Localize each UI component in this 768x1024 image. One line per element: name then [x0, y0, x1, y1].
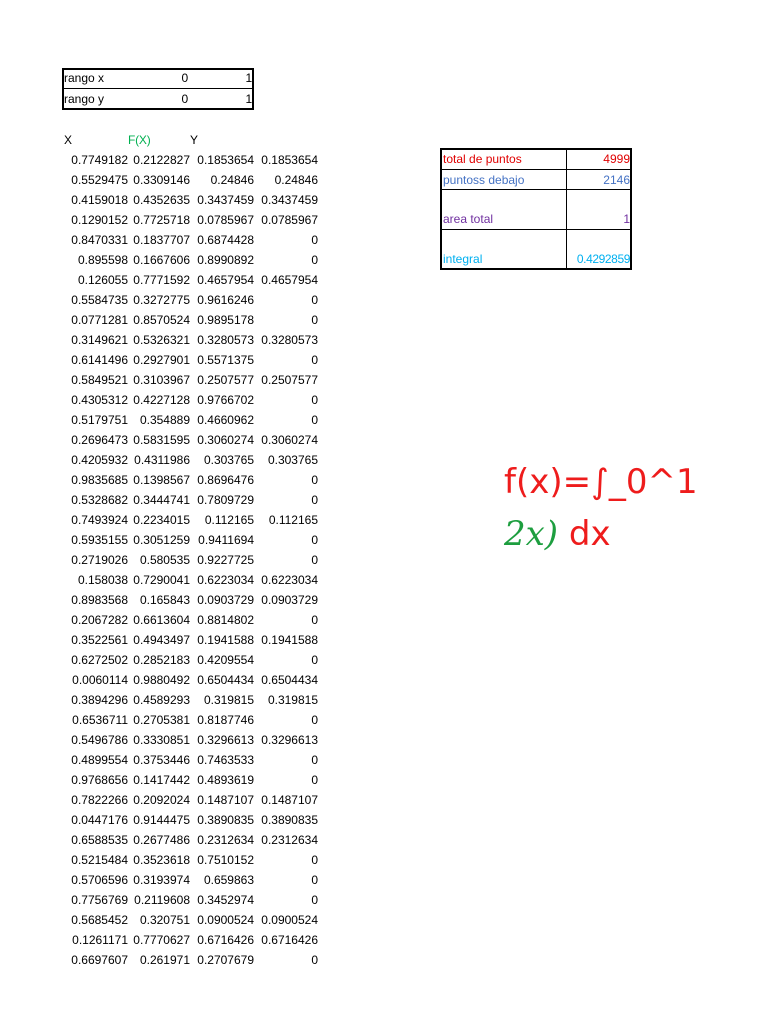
- cell-y-under[interactable]: 0: [311, 893, 318, 907]
- cell-y[interactable]: 0.8814802: [197, 613, 254, 627]
- cell-x[interactable]: 0.6536711: [72, 713, 128, 727]
- cell-fx[interactable]: 0.5326321: [133, 333, 190, 347]
- cell-y[interactable]: 0.3060274: [197, 433, 254, 447]
- cell-x[interactable]: 0.3894296: [71, 693, 128, 707]
- cell-y[interactable]: 0.4893619: [197, 773, 254, 787]
- cell-y[interactable]: 0.2707679: [197, 953, 254, 967]
- cell-y-under[interactable]: 0.24846: [274, 173, 318, 187]
- table-row: [0, 610, 330, 630]
- table-row: [0, 430, 330, 450]
- table-row: [0, 370, 330, 390]
- cell-y-under[interactable]: 0: [311, 413, 318, 427]
- cell-y-under[interactable]: 0.2312634: [261, 833, 318, 847]
- cell-x[interactable]: 0.126055: [77, 273, 128, 287]
- table-row: [0, 490, 330, 510]
- cell-fx[interactable]: 0.3330851: [133, 733, 190, 747]
- cell-y-under[interactable]: 0: [311, 253, 318, 267]
- cell-x[interactable]: 0.5215484: [71, 853, 128, 867]
- cell-y[interactable]: 0.8990892: [197, 253, 254, 267]
- cell-fx[interactable]: 0.4311986: [134, 453, 190, 467]
- cell-x[interactable]: 0.2067282: [71, 613, 128, 627]
- cell-y-under[interactable]: 0.112165: [268, 513, 318, 527]
- cell-fx[interactable]: 0.261971: [139, 953, 190, 967]
- cell-y[interactable]: 0.5571375: [197, 353, 254, 367]
- cell-x[interactable]: 0.0771281: [71, 313, 128, 327]
- header-fx[interactable]: F(X): [128, 133, 151, 147]
- cell-y-under[interactable]: 0.0903729: [261, 593, 318, 607]
- range-y-label[interactable]: rango y: [64, 92, 105, 106]
- cell-x[interactable]: 0.6141496: [71, 353, 128, 367]
- cell-y-under[interactable]: 0: [311, 713, 318, 727]
- cell-y[interactable]: 0.3890835: [197, 813, 254, 827]
- cell-x[interactable]: 0.5706596: [71, 873, 128, 887]
- cell-x[interactable]: 0.5849521: [71, 373, 128, 387]
- cell-x[interactable]: 0.4159018: [71, 193, 128, 207]
- summary-label-integral[interactable]: integral: [443, 252, 483, 266]
- cell-y[interactable]: 0.1853654: [197, 153, 254, 167]
- cell-x[interactable]: 0.6697607: [71, 953, 128, 967]
- cell-y[interactable]: 0.7463533: [197, 753, 254, 767]
- cell-y-under[interactable]: 0.303765: [267, 453, 318, 467]
- cell-y-under[interactable]: 0.1487107: [261, 793, 318, 807]
- cell-fx[interactable]: 0.2092024: [133, 793, 190, 807]
- cell-y-under[interactable]: 0: [311, 393, 318, 407]
- table-row: [0, 950, 330, 970]
- cell-y-under[interactable]: 0: [311, 753, 318, 767]
- cell-fx[interactable]: 0.3193974: [133, 873, 190, 887]
- range-y-min[interactable]: 0: [181, 92, 188, 106]
- cell-y-under[interactable]: 0: [311, 873, 318, 887]
- cell-y[interactable]: 0.9616246: [197, 293, 254, 307]
- cell-fx[interactable]: 0.320751: [139, 913, 190, 927]
- cell-x[interactable]: 0.4205932: [71, 453, 128, 467]
- cell-y[interactable]: 0.303765: [203, 453, 254, 467]
- cell-y[interactable]: 0.6716426: [197, 933, 254, 947]
- cell-y-under[interactable]: 0.4657954: [261, 273, 318, 287]
- table-row: [0, 850, 330, 870]
- cell-y[interactable]: 0.659863: [203, 873, 254, 887]
- cell-x[interactable]: 0.7493924: [71, 513, 128, 527]
- cell-y-under[interactable]: 0: [311, 773, 318, 787]
- table-row: [0, 730, 330, 750]
- table-row: [0, 230, 330, 250]
- cell-y-under[interactable]: 0.319815: [267, 693, 318, 707]
- cell-x[interactable]: 0.5179751: [71, 413, 128, 427]
- data-table: [0, 150, 330, 970]
- cell-y-under[interactable]: 0.6504434: [261, 673, 318, 687]
- cell-y[interactable]: 0.9227725: [197, 553, 254, 567]
- cell-y[interactable]: 0.319815: [203, 693, 254, 707]
- header-x[interactable]: X: [64, 133, 72, 147]
- cell-y[interactable]: 0.0900524: [197, 913, 254, 927]
- summary-value-area[interactable]: 1: [623, 212, 630, 226]
- cell-y-under[interactable]: 0.3060274: [261, 433, 318, 447]
- cell-y[interactable]: 0.3452974: [197, 893, 254, 907]
- table-row: [0, 210, 330, 230]
- table-row: [0, 810, 330, 830]
- cell-fx[interactable]: 0.2119608: [134, 893, 190, 907]
- cell-x[interactable]: 0.7756769: [71, 893, 128, 907]
- formula-dx-part: dx: [558, 514, 611, 554]
- cell-y[interactable]: 0.9895178: [197, 313, 254, 327]
- cell-y-under[interactable]: 0: [311, 853, 318, 867]
- cell-x[interactable]: 0.8983568: [71, 593, 128, 607]
- table-row: [0, 170, 330, 190]
- cell-fx[interactable]: 0.2927901: [133, 353, 190, 367]
- cell-x[interactable]: 0.0447176: [71, 813, 128, 827]
- table-row: [0, 570, 330, 590]
- cell-y-under[interactable]: 0.0785967: [261, 213, 318, 227]
- cell-x[interactable]: 0.158038: [77, 573, 128, 587]
- summary-label-area[interactable]: area total: [443, 212, 494, 226]
- cell-y-under[interactable]: 0: [311, 473, 318, 487]
- summary-value-integral[interactable]: 0.4292859: [576, 252, 630, 266]
- cell-y[interactable]: 0.7510152: [197, 853, 254, 867]
- cell-y-under[interactable]: 0.2507577: [261, 373, 318, 387]
- cell-fx[interactable]: 0.7725718: [133, 213, 190, 227]
- table-row: [0, 530, 330, 550]
- table-row: [0, 510, 330, 530]
- cell-fx[interactable]: 0.2122827: [133, 153, 190, 167]
- cell-y[interactable]: 0.0785967: [197, 213, 254, 227]
- range-x-label[interactable]: rango x: [64, 71, 105, 85]
- cell-fx[interactable]: 0.1667606: [133, 253, 190, 267]
- cell-fx[interactable]: 0.7770627: [133, 933, 190, 947]
- cell-x[interactable]: 0.5328682: [71, 493, 128, 507]
- table-row: [0, 390, 330, 410]
- cell-x[interactable]: 0.5935155: [71, 533, 128, 547]
- cell-y[interactable]: 0.9766702: [197, 393, 254, 407]
- cell-fx[interactable]: 0.3051259: [133, 533, 190, 547]
- cell-y-under[interactable]: 0.3890835: [261, 813, 318, 827]
- cell-fx[interactable]: 0.1417442: [133, 773, 190, 787]
- summary-row-divider: [440, 229, 632, 230]
- cell-y[interactable]: 0.0903729: [197, 593, 254, 607]
- cell-y-under[interactable]: 0: [311, 653, 318, 667]
- cell-fx[interactable]: 0.2705381: [133, 713, 190, 727]
- cell-y[interactable]: 0.8696476: [197, 473, 254, 487]
- cell-y-under[interactable]: 0.3437459: [261, 193, 318, 207]
- cell-x[interactable]: 0.0060114: [72, 673, 128, 687]
- cell-y[interactable]: 0.112165: [204, 513, 254, 527]
- cell-y-under[interactable]: 0.1853654: [261, 153, 318, 167]
- cell-y[interactable]: 0.7809729: [197, 493, 254, 507]
- cell-x[interactable]: 0.5685452: [71, 913, 128, 927]
- table-row: [0, 550, 330, 570]
- table-row: [0, 690, 330, 710]
- cell-y[interactable]: 0.8187746: [197, 713, 254, 727]
- cell-y[interactable]: 0.3437459: [197, 193, 254, 207]
- table-row: [0, 930, 330, 950]
- cell-y[interactable]: 0.1487107: [197, 793, 254, 807]
- table-row: [0, 890, 330, 910]
- cell-y-under[interactable]: 0.0900524: [261, 913, 318, 927]
- cell-fx[interactable]: 0.3523618: [133, 853, 190, 867]
- summary-value-below[interactable]: 2146: [603, 173, 630, 187]
- cell-y[interactable]: 0.24846: [210, 173, 254, 187]
- table-row: [0, 410, 330, 430]
- cell-y-under[interactable]: 0.3296613: [261, 733, 318, 747]
- cell-x[interactable]: 0.6588535: [71, 833, 128, 847]
- cell-fx[interactable]: 0.1398567: [133, 473, 190, 487]
- table-row: [0, 770, 330, 790]
- cell-y[interactable]: 0.2312634: [197, 833, 254, 847]
- cell-x[interactable]: 0.2719026: [71, 553, 128, 567]
- formula-line-1[interactable]: f(x)=∫_0^1: [504, 462, 698, 502]
- table-row: [0, 650, 330, 670]
- table-row: [0, 470, 330, 490]
- formula-math-part: 2𝑥): [504, 514, 559, 554]
- cell-y[interactable]: 0.4657954: [197, 273, 254, 287]
- cell-y[interactable]: 0.1941588: [197, 633, 254, 647]
- cell-fx[interactable]: 0.7771592: [133, 273, 190, 287]
- cell-fx[interactable]: 0.3444741: [133, 493, 190, 507]
- cell-y-under[interactable]: 0: [311, 233, 318, 247]
- cell-x[interactable]: 0.8470331: [71, 233, 128, 247]
- cell-fx[interactable]: 0.6613604: [133, 613, 190, 627]
- table-row: [0, 350, 330, 370]
- range-y-max[interactable]: 1: [245, 92, 252, 106]
- cell-y-under[interactable]: 0: [311, 293, 318, 307]
- cell-x[interactable]: 0.3149621: [71, 333, 128, 347]
- cell-x[interactable]: 0.1261171: [72, 933, 128, 947]
- cell-x[interactable]: 0.6272502: [71, 653, 128, 667]
- cell-y-under[interactable]: 0: [311, 313, 318, 327]
- cell-x[interactable]: 0.2696473: [71, 433, 128, 447]
- table-row: [0, 910, 330, 930]
- table-row: [0, 870, 330, 890]
- table-row: [0, 270, 330, 290]
- cell-y[interactable]: 0.9411694: [198, 533, 254, 547]
- table-row: [0, 630, 330, 650]
- table-row: [0, 330, 330, 350]
- cell-x[interactable]: 0.7749182: [71, 153, 128, 167]
- cell-y-under[interactable]: 0: [311, 533, 318, 547]
- table-row: [0, 190, 330, 210]
- cell-x[interactable]: 0.895598: [77, 253, 128, 267]
- cell-fx[interactable]: 0.3309146: [133, 173, 190, 187]
- cell-y-under[interactable]: 0.6223034: [261, 573, 318, 587]
- cell-y-under[interactable]: 0.6716426: [261, 933, 318, 947]
- table-row: [0, 450, 330, 470]
- table-row: [0, 670, 330, 690]
- table-row: [0, 310, 330, 330]
- cell-x[interactable]: 0.5496786: [71, 733, 128, 747]
- cell-fx[interactable]: 0.9144475: [133, 813, 190, 827]
- cell-fx[interactable]: 0.2234015: [133, 513, 190, 527]
- range-x-min[interactable]: 0: [181, 71, 188, 85]
- cell-y-under[interactable]: 0: [311, 493, 318, 507]
- cell-y[interactable]: 0.2507577: [197, 373, 254, 387]
- summary-label-total[interactable]: total de puntos: [443, 152, 522, 166]
- cell-y[interactable]: 0.4209554: [197, 653, 254, 667]
- cell-fx[interactable]: 0.7290041: [133, 573, 190, 587]
- cell-fx[interactable]: 0.9880492: [133, 673, 190, 687]
- range-x-max[interactable]: 1: [245, 71, 252, 85]
- cell-y-under[interactable]: 0: [311, 613, 318, 627]
- cell-fx[interactable]: 0.4943497: [133, 633, 190, 647]
- cell-y[interactable]: 0.4660962: [197, 413, 254, 427]
- table-row: [0, 790, 330, 810]
- cell-y-under[interactable]: 0: [311, 553, 318, 567]
- cell-y[interactable]: 0.3296613: [197, 733, 254, 747]
- cell-fx[interactable]: 0.4352635: [133, 193, 190, 207]
- summary-value-total[interactable]: 4999: [603, 152, 630, 166]
- cell-fx[interactable]: 0.8570524: [133, 313, 190, 327]
- header-y[interactable]: Y: [190, 133, 198, 147]
- cell-fx[interactable]: 0.1837707: [133, 233, 190, 247]
- cell-y-under[interactable]: 0.3280573: [261, 333, 318, 347]
- cell-x[interactable]: 0.5584735: [71, 293, 128, 307]
- table-row: [0, 750, 330, 770]
- cell-y-under[interactable]: 0.1941588: [261, 633, 318, 647]
- cell-fx[interactable]: 0.3272775: [133, 293, 190, 307]
- summary-label-below[interactable]: puntoss debajo: [443, 173, 525, 187]
- formula-line-2[interactable]: [504, 514, 611, 554]
- cell-fx[interactable]: 0.3103967: [133, 373, 190, 387]
- cell-fx[interactable]: 0.3753446: [133, 753, 190, 767]
- table-row: [0, 150, 330, 170]
- cell-fx[interactable]: 0.354889: [139, 413, 190, 427]
- cell-y[interactable]: 0.6874428: [197, 233, 254, 247]
- table-row: [0, 830, 330, 850]
- cell-x[interactable]: 0.1290152: [71, 213, 128, 227]
- cell-x[interactable]: 0.4305312: [71, 393, 128, 407]
- cell-y[interactable]: 0.6223034: [197, 573, 254, 587]
- cell-fx[interactable]: 0.580535: [139, 553, 190, 567]
- table-row: [0, 250, 330, 270]
- table-row: [0, 290, 330, 310]
- cell-fx[interactable]: 0.4227128: [133, 393, 190, 407]
- cell-y-under[interactable]: 0: [311, 953, 318, 967]
- cell-fx[interactable]: 0.5831595: [133, 433, 190, 447]
- cell-y[interactable]: 0.6504434: [197, 673, 254, 687]
- cell-fx[interactable]: 0.2677486: [133, 833, 190, 847]
- cell-fx[interactable]: 0.165843: [139, 593, 190, 607]
- cell-y[interactable]: 0.3280573: [197, 333, 254, 347]
- cell-x[interactable]: 0.3522561: [71, 633, 128, 647]
- cell-x[interactable]: 0.7822266: [71, 793, 128, 807]
- cell-fx[interactable]: 0.2852183: [133, 653, 190, 667]
- cell-x[interactable]: 0.5529475: [71, 173, 128, 187]
- cell-y-under[interactable]: 0: [311, 353, 318, 367]
- cell-fx[interactable]: 0.4589293: [133, 693, 190, 707]
- cell-x[interactable]: 0.9835685: [71, 473, 128, 487]
- cell-x[interactable]: 0.4899554: [71, 753, 128, 767]
- cell-x[interactable]: 0.9768656: [71, 773, 128, 787]
- table-row: [0, 590, 330, 610]
- table-row: [0, 710, 330, 730]
